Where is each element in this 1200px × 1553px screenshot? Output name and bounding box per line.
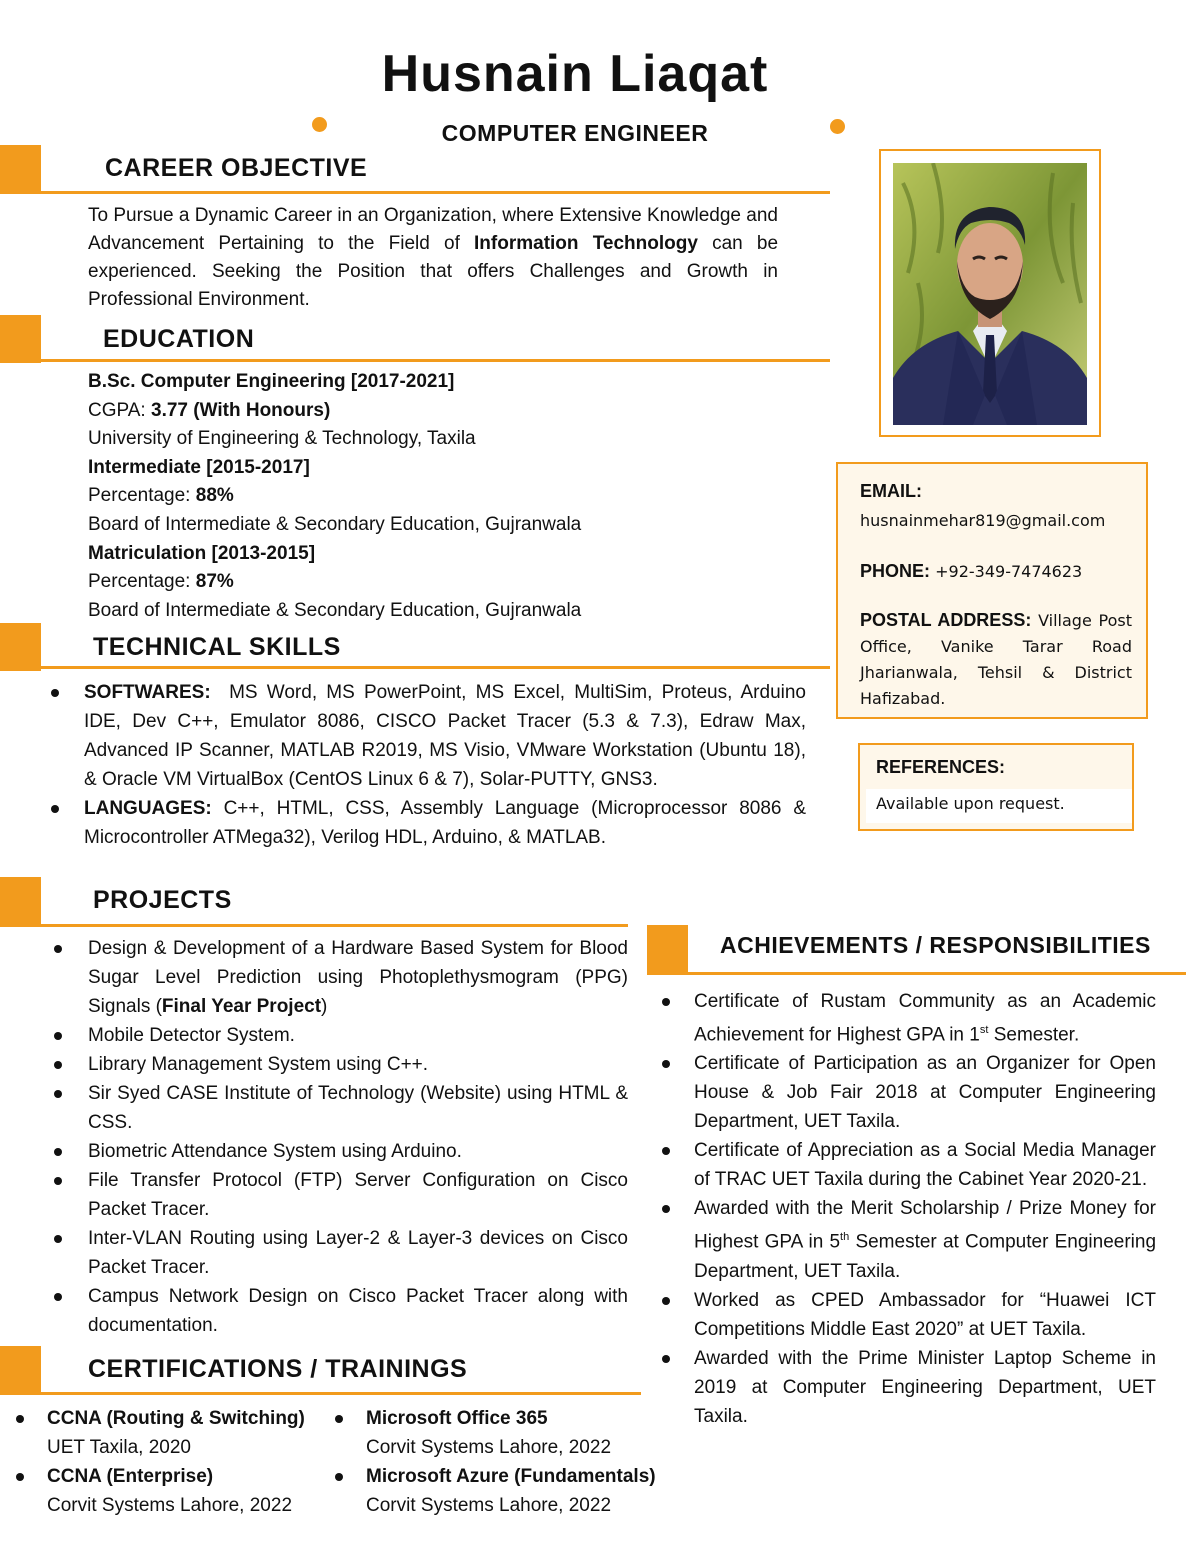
skills-list (84, 678, 806, 852)
list-item: CCNA (Routing & Switching) UET Taxila, 2020 (47, 1404, 337, 1462)
list-item: Inter-VLAN Routing using Layer-2 & Layer-3 devices on Cisco Packet Tracer. (88, 1224, 628, 1282)
profile-photo (893, 163, 1087, 425)
bsc-cgpa: CGPA: 3.77 (With Honours) (88, 399, 331, 421)
career-objective-text: To Pursue a Dynamic Career in an Organization, where Extensive Knowledge and Advancement Pertaining to the Field of Information Technology can be experienced. Seeking the Position that offers Challenges and Growth in Professional Environment. (88, 205, 779, 310)
section-rule (0, 191, 830, 194)
career-objective-heading: CAREER OBJECTIVE (105, 154, 368, 182)
list-item: File Transfer Protocol (FTP) Server Configuration on Cisco Packet Tracer. (88, 1166, 628, 1224)
achievements-heading: ACHIEVEMENTS / RESPONSIBILITIES (720, 932, 1151, 958)
list-item: Design & Development of a Hardware Based System for Blood Sugar Level Prediction using Photoplethysmogram (PPG) Signals (Final Year Project) (88, 934, 628, 1021)
section-marker (647, 925, 688, 975)
references-label: REFERENCES: (866, 751, 1056, 787)
certifications-list-right (366, 1404, 696, 1520)
email-label: EMAIL: (860, 481, 922, 501)
section-marker (0, 1346, 41, 1394)
list-item: Library Management System using C++. (88, 1050, 628, 1079)
technical-skills-heading: TECHNICAL SKILLS (93, 633, 341, 661)
section-marker (0, 877, 41, 925)
list-item: Worked as CPED Ambassador for “Huawei ICT Competitions Middle East 2020” at UET Taxila. (694, 1286, 1156, 1344)
person-name: Husnain Liaqat (381, 45, 769, 103)
matric-institute: Board of Intermediate & Secondary Education, Gujranwala (88, 599, 582, 621)
list-item: Microsoft Azure (Fundamentals) Corvit Systems Lahore, 2022 (366, 1462, 696, 1520)
section-marker (0, 315, 41, 363)
list-item: Awarded with the Merit Scholarship / Prize Money for Highest GPA in 5th Semester at Computer Engineering Department, UET Taxila. (694, 1194, 1156, 1285)
certifications-heading: CERTIFICATIONS / TRAININGS (88, 1355, 468, 1383)
references-box (858, 743, 1134, 831)
decor-dot-left (312, 117, 327, 132)
list-item: LANGUAGES: C++, HTML, CSS, Assembly Language (Microprocessor 8086 & Microcontroller ATMega32), Verilog HDL, Arduino, & MATLAB. (84, 794, 806, 852)
section-rule (647, 972, 1186, 975)
list-item: SOFTWARES: MS Word, MS PowerPoint, MS Excel, MultiSim, Proteus, Arduino IDE, Dev C++, Emulator 8086, CISCO Packet Tracer (5.3 & 7.3), Edraw Max, Advanced IP Scanner, MATLAB R2019, MS Visio, VMware Workstation (Ubuntu 18), & Oracle VM VirtualBox (CentOS Linux 6 & 7), Solar-PUTTY, GNS3. (84, 678, 806, 794)
list-item: CCNA (Enterprise) Corvit Systems Lahore, 2022 (47, 1462, 337, 1520)
portrait-illustration (893, 163, 1087, 425)
education-heading: EDUCATION (103, 325, 255, 353)
section-rule (0, 359, 830, 362)
list-item: Mobile Detector System. (88, 1021, 628, 1050)
section-rule (0, 1392, 641, 1395)
phone-line: PHONE: +92-349-7474623 (860, 561, 1083, 581)
certifications-list-left (47, 1404, 337, 1520)
list-item: Microsoft Office 365 Corvit Systems Lahore, 2022 (366, 1404, 696, 1462)
list-item: Certificate of Rustam Community as an Academic Achievement for Highest GPA in 1st Semester. (694, 987, 1156, 1049)
intermediate-degree: Intermediate [2015-2017] (88, 456, 310, 478)
postal-address: POSTAL ADDRESS: Village Post Office, Vanike Tarar Road Jharianwala, Tehsil & District Hafizabad. (860, 610, 1132, 708)
email-value[interactable]: husnainmehar819@gmail.com (860, 511, 1106, 530)
section-rule (0, 666, 830, 669)
section-marker (0, 623, 41, 671)
list-item: Certificate of Participation as an Organizer for Open House & Job Fair 2018 at Computer Engineering Department, UET Taxila. (694, 1049, 1156, 1136)
matric-degree: Matriculation [2013-2015] (88, 542, 316, 564)
intermediate-institute: Board of Intermediate & Secondary Education, Gujranwala (88, 513, 582, 535)
intermediate-percentage: Percentage: 88% (88, 485, 234, 507)
decor-dot-right (830, 119, 845, 134)
projects-heading: PROJECTS (93, 886, 232, 914)
list-item: Certificate of Appreciation as a Social Media Manager of TRAC UET Taxila during the Cabinet Year 2020-21. (694, 1136, 1156, 1194)
achievements-list (694, 987, 1156, 1431)
projects-list (88, 934, 628, 1340)
contact-box (836, 462, 1148, 719)
job-title: COMPUTER ENGINEER (441, 120, 709, 146)
list-item: Sir Syed CASE Institute of Technology (Website) using HTML & CSS. (88, 1079, 628, 1137)
bsc-degree: B.Sc. Computer Engineering [2017-2021] (88, 371, 455, 392)
section-marker (0, 145, 41, 193)
profile-photo-frame (879, 149, 1101, 437)
references-text: Available upon request. (866, 789, 1132, 823)
education-list (88, 368, 728, 625)
list-item: Awarded with the Prime Minister Laptop Scheme in 2019 at Computer Engineering Department, UET Taxila. (694, 1344, 1156, 1431)
list-item: Campus Network Design on Cisco Packet Tracer along with documentation. (88, 1282, 628, 1340)
matric-percentage: Percentage: 87% (88, 571, 234, 593)
bsc-institute: University of Engineering & Technology, Taxila (88, 428, 476, 450)
section-rule (0, 924, 628, 927)
list-item: Biometric Attendance System using Arduino. (88, 1137, 628, 1166)
